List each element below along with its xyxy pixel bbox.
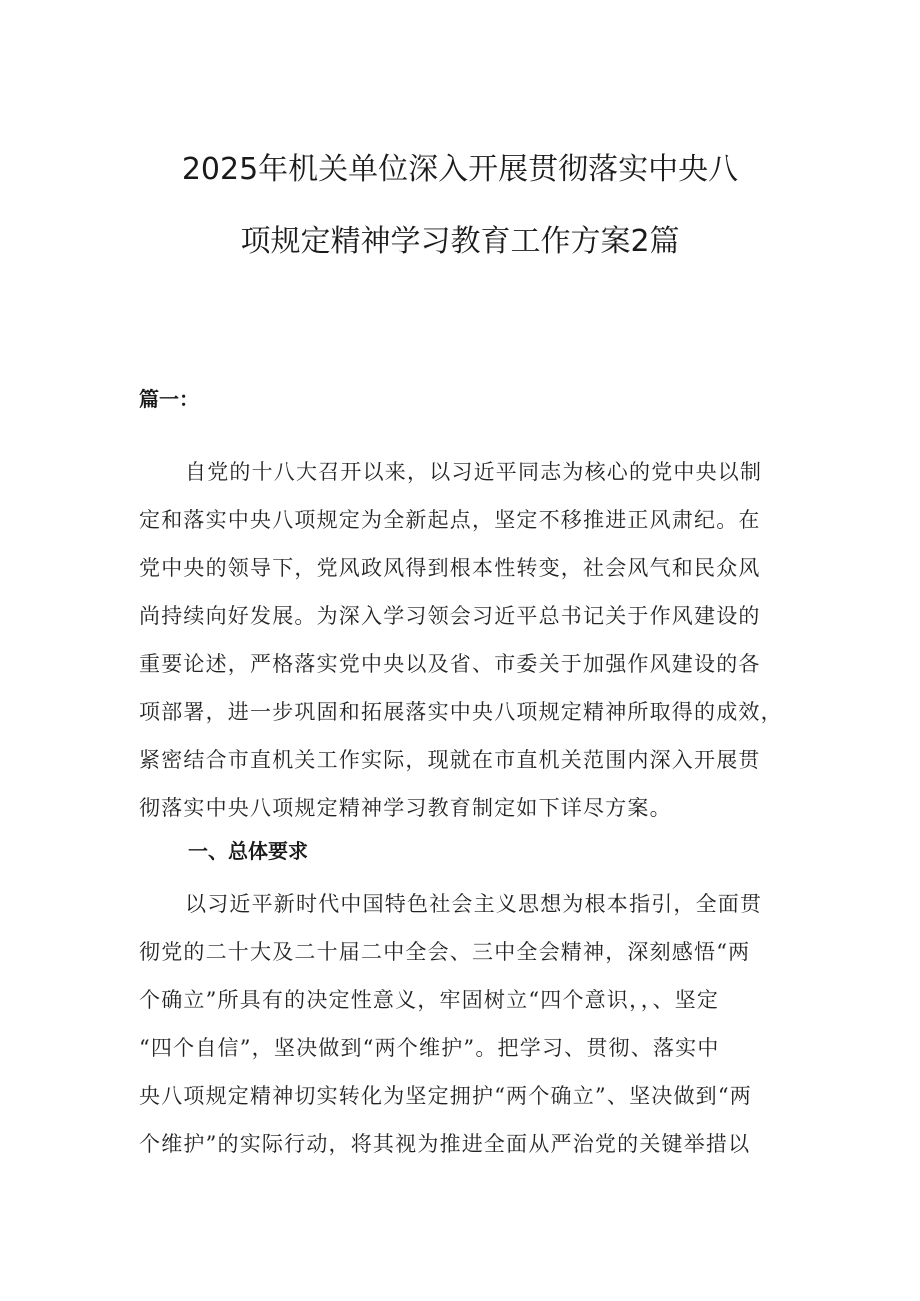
paragraph-line: 定和落实中央八项规定为全新起点，坚定不移推进正风肃纪。在 [139, 508, 761, 532]
paragraph-line: 彻落实中央八项规定精神学习教育制定如下详尽方案。 [139, 796, 672, 820]
paragraph-line: 个确立”所具有的决定性意义，牢固树立“四个意识，，、坚定 [139, 988, 720, 1012]
document-title-line-1: 2025年机关单位深入开展贯彻落实中央八 [181, 152, 739, 187]
section-label: 篇一： [139, 387, 199, 411]
paragraph-line: 以习近平新时代中国特色社会主义思想为根本指引，全面贯 [185, 892, 763, 916]
requirements-paragraph [139, 880, 789, 1168]
document-title-line-2: 项规定精神学习教育工作方案2篇 [240, 224, 680, 259]
paragraph-line: 央八项规定精神切实转化为坚定拥护“两个确立”、坚决做到“两 [139, 1084, 753, 1108]
paragraph-line: “四个自信”，坚决做到“两个维护”。把学习、贯彻、落实中 [139, 1036, 720, 1060]
paragraph-line: 党中央的领导下，党风政风得到根本性转变，社会风气和民众风 [139, 556, 761, 580]
paragraph-line: 重要论述，严格落实党中央以及省、市委关于加强作风建设的各 [139, 652, 761, 676]
paragraph-line: 彻党的二十大及二十届二中全会、三中全会精神，深刻感悟“两 [139, 940, 751, 964]
paragraph-line: 个维护”的实际行动，将其视为推进全面从严治党的关键举措以 [139, 1132, 751, 1156]
paragraph-line: 项部署，进一步巩固和拓展落实中央八项规定精神所取得的成效， [139, 700, 783, 724]
paragraph-line: 自党的十八大召开以来，以习近平同志为核心的党中央以制 [185, 460, 763, 484]
intro-paragraph [139, 448, 789, 832]
paragraph-line: 紧密结合市直机关工作实际，现就在市直机关范围内深入开展贯 [139, 748, 761, 772]
paragraph-line: 尚持续向好发展。为深入学习领会习近平总书记关于作风建设的 [139, 604, 761, 628]
section-heading-general-requirements: 一、总体要求 [188, 839, 308, 863]
